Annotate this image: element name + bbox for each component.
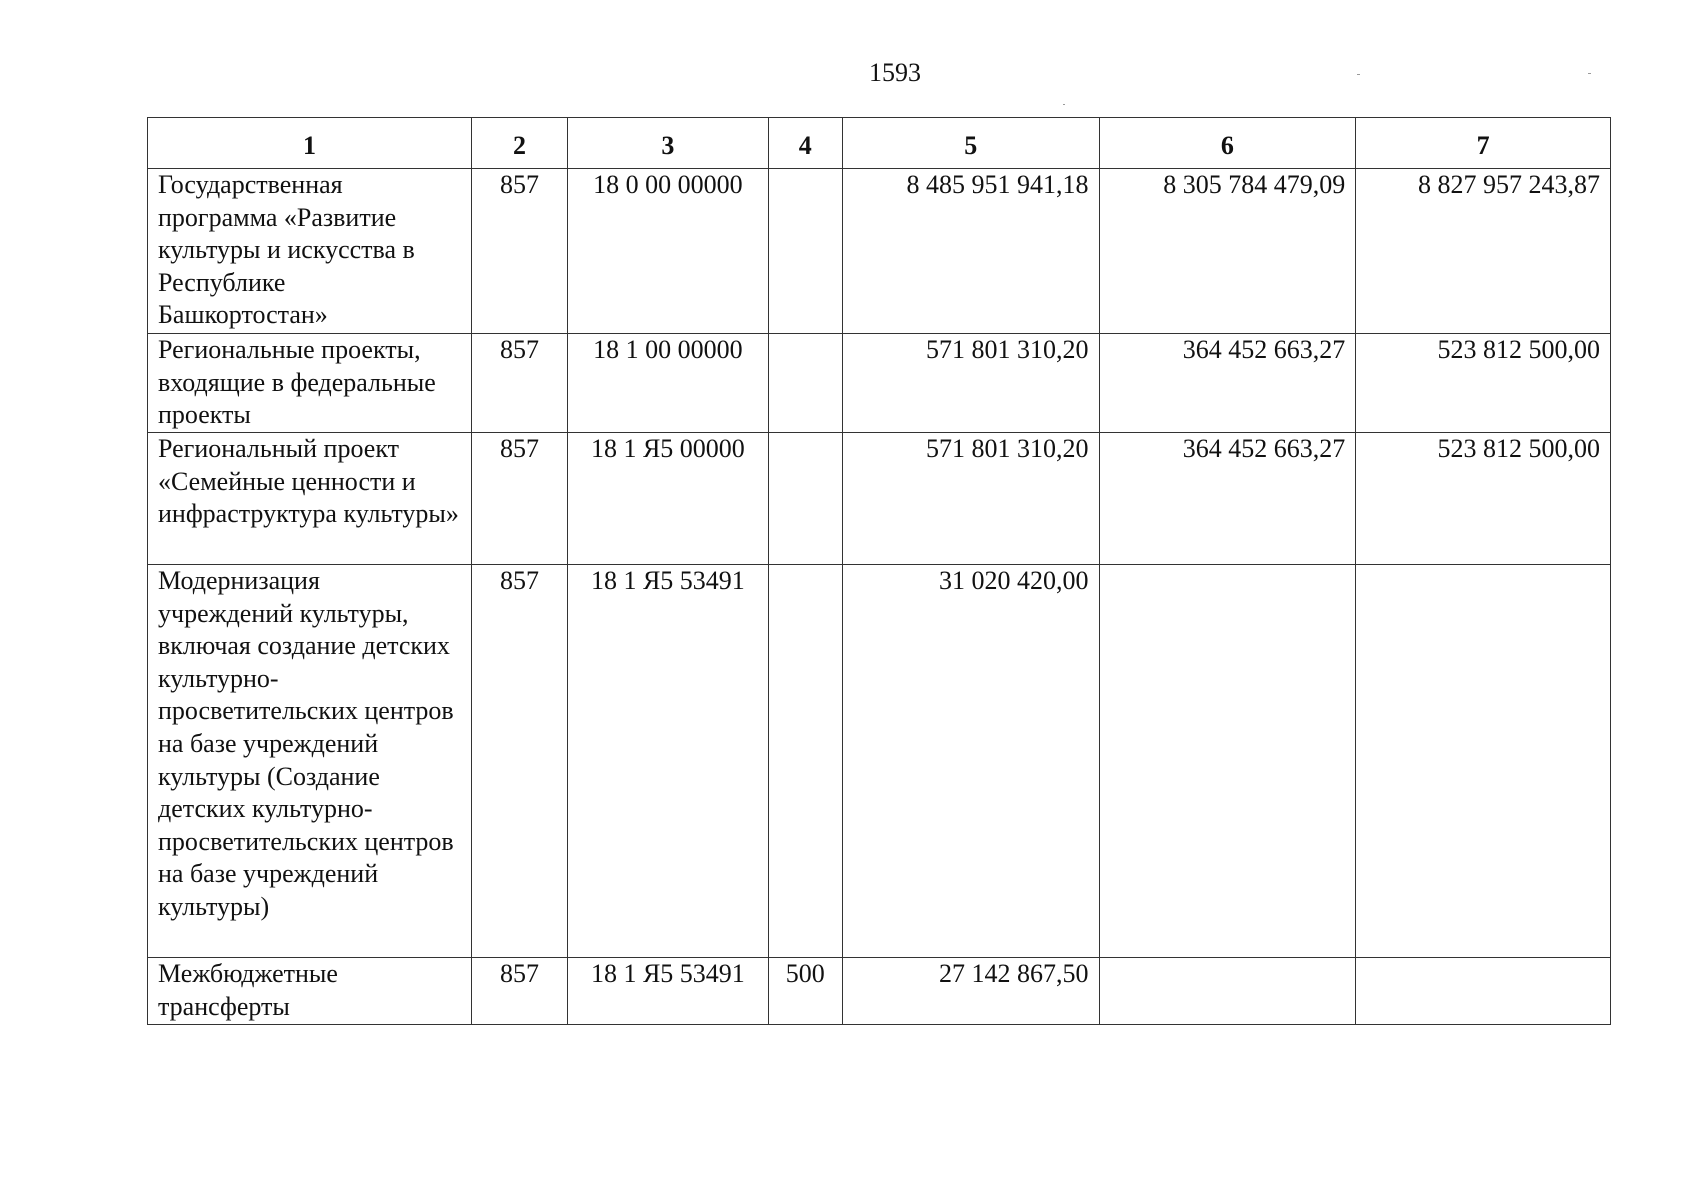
row-target-article: 18 1 00 00000: [568, 334, 769, 433]
table-row: [148, 169, 1611, 334]
row-amount-col6: 364 452 663,27: [1099, 334, 1356, 433]
row-code: 857: [471, 334, 567, 433]
scan-speck: [1588, 73, 1591, 74]
col-header-5: 5: [842, 118, 1099, 169]
row-target-article: 18 0 00 00000: [568, 169, 769, 334]
row-code: 857: [471, 433, 567, 565]
table-row: [148, 565, 1611, 958]
header-row: [148, 118, 1611, 169]
row-amount-col6: [1099, 565, 1356, 958]
row-amount-col5: 8 485 951 941,18: [842, 169, 1099, 334]
row-expense-type: [768, 433, 842, 565]
col-header-1: 1: [148, 118, 472, 169]
row-code: 857: [471, 169, 567, 334]
page-number: 1593: [869, 58, 921, 87]
row-amount-col6: [1099, 958, 1356, 1025]
scan-speck: [1063, 104, 1065, 105]
row-amount-col7: [1356, 958, 1611, 1025]
col-header-2: 2: [471, 118, 567, 169]
row-amount-col5: 571 801 310,20: [842, 334, 1099, 433]
row-target-article: 18 1 Я5 00000: [568, 433, 769, 565]
col-header-4: 4: [768, 118, 842, 169]
row-expense-type: [768, 565, 842, 958]
row-code: 857: [471, 565, 567, 958]
table-row: [148, 433, 1611, 565]
row-name: Государственная программа «Развитие культуры и искусства в Республике Башкортостан»: [148, 169, 472, 334]
row-amount-col6: 8 305 784 479,09: [1099, 169, 1356, 334]
row-name: Региональный проект «Семейные ценности и инфраструктура культуры»: [148, 433, 472, 565]
row-name: Межбюджетные трансферты: [148, 958, 472, 1025]
row-amount-col5: 27 142 867,50: [842, 958, 1099, 1025]
row-name: Модернизация учреждений культуры, включая создание детских культурно-просветительских центров на базе учреждений культуры (Создание детских культурно-просветительских центров на базе учреждений культуры): [148, 565, 472, 958]
col-header-7: 7: [1356, 118, 1611, 169]
table-row: [148, 334, 1611, 433]
row-amount-col7: 523 812 500,00: [1356, 433, 1611, 565]
row-amount-col7: 8 827 957 243,87: [1356, 169, 1611, 334]
row-expense-type: 500: [768, 958, 842, 1025]
row-target-article: 18 1 Я5 53491: [568, 565, 769, 958]
row-expense-type: [768, 334, 842, 433]
row-amount-col5: 31 020 420,00: [842, 565, 1099, 958]
row-target-article: 18 1 Я5 53491: [568, 958, 769, 1025]
row-amount-col6: 364 452 663,27: [1099, 433, 1356, 565]
row-amount-col5: 571 801 310,20: [842, 433, 1099, 565]
row-expense-type: [768, 169, 842, 334]
row-code: 857: [471, 958, 567, 1025]
col-header-3: 3: [568, 118, 769, 169]
row-name: Региональные проекты, входящие в федеральные проекты: [148, 334, 472, 433]
row-amount-col7: [1356, 565, 1611, 958]
table-row: [148, 958, 1611, 1025]
scan-speck: [1357, 74, 1360, 75]
row-amount-col7: 523 812 500,00: [1356, 334, 1611, 433]
col-header-6: 6: [1099, 118, 1356, 169]
budget-table: [147, 117, 1611, 1025]
